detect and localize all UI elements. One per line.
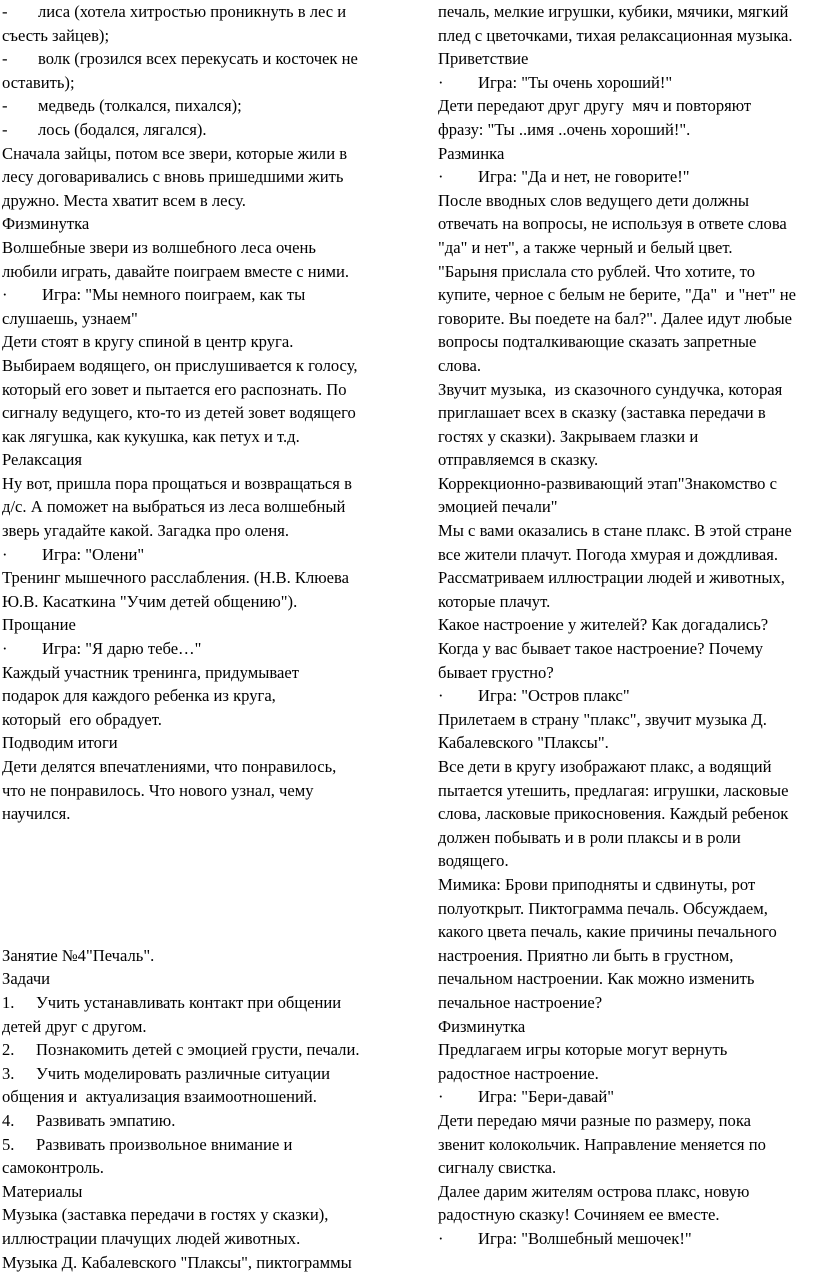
text-line: любили играть, давайте поиграем вместе с ними. bbox=[2, 260, 378, 284]
text-line: оставить); bbox=[2, 71, 378, 95]
game-title: · Игра: "Бери-давай" bbox=[438, 1085, 814, 1109]
text-line: - волк (грозился всех перекусать и косточек не bbox=[2, 47, 378, 71]
section-heading: Задачи bbox=[2, 967, 378, 991]
section-heading: Разминка bbox=[438, 142, 814, 166]
item-number: 3. bbox=[2, 1062, 36, 1086]
section-heading: Прощание bbox=[2, 613, 378, 637]
section-heading: Коррекционно-развивающий этап"Знакомство с bbox=[438, 472, 814, 496]
text-line: который его обрадует. bbox=[2, 708, 378, 732]
item-number: 5. bbox=[2, 1133, 36, 1157]
text-line: иллюстрации плачущих людей животных. bbox=[2, 1227, 378, 1251]
text-line: Предлагаем игры которые могут вернуть bbox=[438, 1038, 814, 1062]
game-title: · Игра: "Мы немного поиграем, как ты bbox=[2, 283, 378, 307]
text-line: отвечать на вопросы, не используя в ответе слова bbox=[438, 212, 814, 236]
text-line: слова. bbox=[438, 354, 814, 378]
text-line: печаль, мелкие игрушки, кубики, мячики, мягкий bbox=[438, 0, 814, 24]
text-line: радостную сказку! Сочиняем ее вместе. bbox=[438, 1203, 814, 1227]
text-line: как лягушка, как кукушка, как петух и т.д. bbox=[2, 425, 378, 449]
bullet-icon: · bbox=[438, 1227, 478, 1251]
text-line: Ю.В. Касаткина "Учим детей общению"). bbox=[2, 590, 378, 614]
game-title: · Игра: "Ты очень хороший!" bbox=[438, 71, 814, 95]
text-line: Каждый участник тренинга, придумывает bbox=[2, 661, 378, 685]
text-line: приглашает всех в сказку (заставка передачи в bbox=[438, 401, 814, 425]
text-line: Дети делятся впечатлениями, что понравилось, bbox=[2, 755, 378, 779]
text-line: печальное настроение? bbox=[438, 991, 814, 1015]
text-line: какого цвета печаль, какие причины печального bbox=[438, 920, 814, 944]
text-line: Все дети в кругу изображают плакс, а водящий bbox=[438, 755, 814, 779]
text-line: гостях у сказки). Закрываем глазки и bbox=[438, 425, 814, 449]
text-line: Звучит музыка, из сказочного сундучка, которая bbox=[438, 378, 814, 402]
text-line: Дети передают друг другу мяч и повторяют bbox=[438, 94, 814, 118]
text-line: После вводных слов ведущего дети должны bbox=[438, 189, 814, 213]
text-line: Сначала зайцы, потом все звери, которые жили в bbox=[2, 142, 378, 166]
numbered-item: 5. Развивать произвольное внимание и bbox=[2, 1133, 378, 1157]
bullet-icon: · bbox=[438, 1085, 478, 1109]
text-line: - лось (бодался, лягался). bbox=[2, 118, 378, 142]
text-line: Ну вот, пришла пора прощаться и возвращаться в bbox=[2, 472, 378, 496]
text-line: пытается утешить, предлагая: игрушки, ласковые bbox=[438, 779, 814, 803]
numbered-item: 4. Развивать эмпатию. bbox=[2, 1109, 378, 1133]
section-heading: Приветствие bbox=[438, 47, 814, 71]
text-line: который его зовет и пытается его распознать. По bbox=[2, 378, 378, 402]
text-line: д/с. А поможет на выбраться из леса волшебный bbox=[2, 495, 378, 519]
bullet-icon: · bbox=[438, 71, 478, 95]
text-line: Рассматриваем иллюстрации людей и животных, bbox=[438, 566, 814, 590]
bullet-icon: · bbox=[438, 684, 478, 708]
text-line: сигналу ведущего, кто-то из детей зовет водящего bbox=[2, 401, 378, 425]
text-line: Дети стоят в кругу спиной в центр круга. bbox=[2, 330, 378, 354]
text-line: детей друг с другом. bbox=[2, 1015, 378, 1039]
text-line: вопросы подталкивающие сказать запретные bbox=[438, 330, 814, 354]
right-column bbox=[438, 0, 814, 1250]
section-heading: Физминутка bbox=[2, 212, 378, 236]
bullet-icon: · bbox=[2, 283, 42, 307]
section-heading: Подводим итоги bbox=[2, 731, 378, 755]
text-line: съесть зайцев); bbox=[2, 24, 378, 48]
text-line: Музыка Д. Кабалевского "Плаксы", пиктограммы bbox=[2, 1251, 378, 1274]
bullet-icon: · bbox=[2, 637, 42, 661]
text-line: Прилетаем в страну "плакс", звучит музыка Д. bbox=[438, 708, 814, 732]
text-line: Какое настроение у жителей? Как догадались? bbox=[438, 613, 814, 637]
text-line: - медведь (толкался, пихался); bbox=[2, 94, 378, 118]
bullet-icon: · bbox=[2, 543, 42, 567]
section-heading: Физминутка bbox=[438, 1015, 814, 1039]
game-title: · Игра: "Остров плакс" bbox=[438, 684, 814, 708]
game-title: · Игра: "Да и нет, не говорите!" bbox=[438, 165, 814, 189]
text-line: эмоцией печали" bbox=[438, 495, 814, 519]
left-column bbox=[2, 0, 378, 1274]
text-line: Когда у вас бывает такое настроение? Почему bbox=[438, 637, 814, 661]
text-line: должен побывать и в роли плаксы и в роли bbox=[438, 826, 814, 850]
item-number: 1. bbox=[2, 991, 36, 1015]
text-line: радостное настроение. bbox=[438, 1062, 814, 1086]
text-line: что не понравилось. Что нового узнал, чему bbox=[2, 779, 378, 803]
list-dash: - bbox=[2, 118, 38, 142]
text-line: полуоткрыт. Пиктограмма печаль. Обсуждаем, bbox=[438, 897, 814, 921]
text-line: плед с цветочками, тихая релаксационная музыка. bbox=[438, 24, 814, 48]
numbered-item: 2. Познакомить детей с эмоцией грусти, печали. bbox=[2, 1038, 378, 1062]
text-line: лесу договаривались с вновь пришедшими жить bbox=[2, 165, 378, 189]
text-line: Мы с вами оказались в стане плакс. В этой стране bbox=[438, 519, 814, 543]
text-line: звенит колокольчик. Направление меняется по bbox=[438, 1133, 814, 1157]
text-line: слушаешь, узнаем" bbox=[2, 307, 378, 331]
text-line: Далее дарим жителям острова плакс, новую bbox=[438, 1180, 814, 1204]
item-number: 4. bbox=[2, 1109, 36, 1133]
section-heading: Материалы bbox=[2, 1180, 378, 1204]
text-line: Мимика: Брови приподняты и сдвинуты, рот bbox=[438, 873, 814, 897]
text-line: слова, ласковые прикосновения. Каждый ребенок bbox=[438, 802, 814, 826]
list-dash: - bbox=[2, 94, 38, 118]
text-line: дружно. Места хватит всем в лесу. bbox=[2, 189, 378, 213]
text-line: общения и актуализация взаимоотношений. bbox=[2, 1085, 378, 1109]
text-line: которые плачут. bbox=[438, 590, 814, 614]
text-line: Волшебные звери из волшебного леса очень bbox=[2, 236, 378, 260]
text-line: все жители плачут. Погода хмурая и дождливая. bbox=[438, 543, 814, 567]
numbered-item: 3. Учить моделировать различные ситуации bbox=[2, 1062, 378, 1086]
text-line: фразу: "Ты ..имя ..очень хороший!". bbox=[438, 118, 814, 142]
list-dash: - bbox=[2, 47, 38, 71]
lesson-title: Занятие №4"Печаль". bbox=[2, 944, 378, 968]
text-line: Кабалевского "Плаксы". bbox=[438, 731, 814, 755]
text-line: научился. bbox=[2, 802, 378, 826]
text-line: Музыка (заставка передачи в гостях у сказки), bbox=[2, 1203, 378, 1227]
section-heading: Релаксация bbox=[2, 448, 378, 472]
text-line: Выбираем водящего, он прислушивается к голосу, bbox=[2, 354, 378, 378]
text-line: подарок для каждого ребенка из круга, bbox=[2, 684, 378, 708]
text-line: настроения. Приятно ли быть в грустном, bbox=[438, 944, 814, 968]
text-line: зверь угадайте какой. Загадка про оленя. bbox=[2, 519, 378, 543]
text-line: - лиса (хотела хитростью проникнуть в лес и bbox=[2, 0, 378, 24]
list-dash: - bbox=[2, 0, 38, 24]
text-line: "да" и нет", а также черный и белый цвет. bbox=[438, 236, 814, 260]
item-number: 2. bbox=[2, 1038, 36, 1062]
bullet-icon: · bbox=[438, 165, 478, 189]
blank-space bbox=[2, 826, 378, 944]
game-title: · Игра: "Я дарю тебе…" bbox=[2, 637, 378, 661]
text-line: "Барыня прислала сто рублей. Что хотите, то bbox=[438, 260, 814, 284]
text-line: печальном настроении. Как можно изменить bbox=[438, 967, 814, 991]
text-line: говорите. Вы поедете на бал?". Далее идут любые bbox=[438, 307, 814, 331]
text-line: Дети передаю мячи разные по размеру, пока bbox=[438, 1109, 814, 1133]
text-line: отправляемся в сказку. bbox=[438, 448, 814, 472]
text-line: бывает грустно? bbox=[438, 661, 814, 685]
game-title: · Игра: "Волшебный мешочек!" bbox=[438, 1227, 814, 1251]
text-line: купите, черное с белым не берите, "Да" и "нет" не bbox=[438, 283, 814, 307]
numbered-item: 1. Учить устанавливать контакт при общении bbox=[2, 991, 378, 1015]
text-line: водящего. bbox=[438, 849, 814, 873]
game-title: · Игра: "Олени" bbox=[2, 543, 378, 567]
text-line: Тренинг мышечного расслабления. (Н.В. Клюева bbox=[2, 566, 378, 590]
text-line: самоконтроль. bbox=[2, 1156, 378, 1180]
text-line: сигналу свистка. bbox=[438, 1156, 814, 1180]
